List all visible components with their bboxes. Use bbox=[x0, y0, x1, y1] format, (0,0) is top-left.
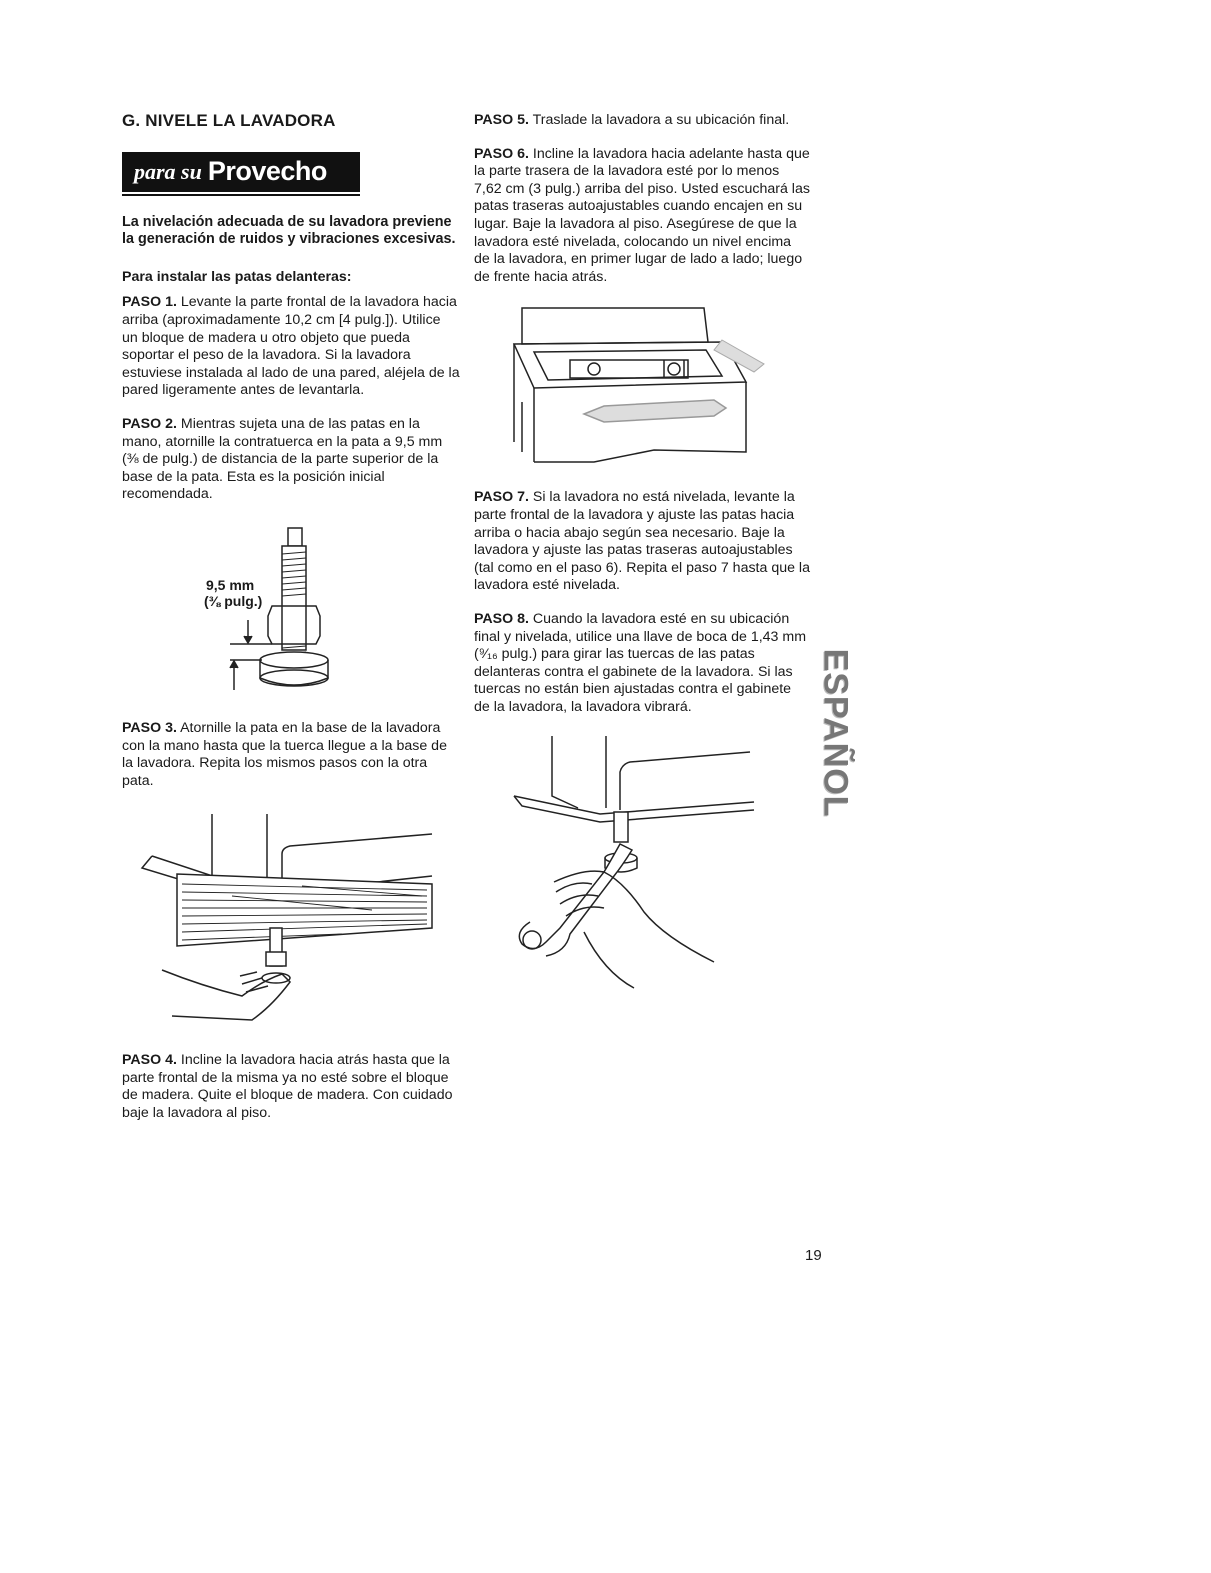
leg-dimension-mm: 9,5 mm bbox=[206, 576, 255, 593]
step-3: PASO 3. Atornille la pata en la base de la lavadora con la mano hasta que la tuerca llegue a la base de la lavadora. Repita los mismos pasos con la otra pata. bbox=[122, 719, 447, 789]
step-4: PASO 4. Incline la lavadora hacia atrás hasta que la parte frontal de la misma ya no esté sobre el bloque de madera. Quite el bloque de madera. Con cuidado baje la lavadora al piso. bbox=[122, 1052, 453, 1122]
step-1: PASO 1. Levante la parte frontal de la lavadora hacia arriba (aproximadamente 10,2 cm [4 pulg.]). Utilice un bloque de madera u otro objeto que pueda soportar el peso de la lavadora. Si la lavadora estuviese instalada al lado de una pared, aléjela de la pared ligeramente antes de levantarla. bbox=[122, 294, 460, 399]
left-column bbox=[122, 112, 460, 1139]
badge-text-provecho: Provecho bbox=[207, 155, 327, 186]
wrench-tightening-illustration bbox=[474, 732, 810, 992]
step-8: PASO 8. Cuando la lavadora esté en su ubicación final y nivelada, utilice una llave de boca de 1,43 mm (⁹⁄₁₆ pulg.) para girar las tuercas de las patas delanteras contra el gabinete de la lavadora. Si las tuercas no están bien ajustadas contra el gabinete de la lavadora, la lavadora vibrará. bbox=[474, 610, 807, 715]
step-2: PASO 2. Mientras sujeta una de las patas en la mano, atornille la contratuerca en la pata a 9,5 mm (⅜ de pulg.) de distancia de la parte superior de la base de la pata. Esta es la posición inicial recomendada. bbox=[122, 415, 443, 503]
language-side-tab bbox=[816, 633, 855, 833]
step-6: PASO 6. Incline la lavadora hacia adelante hasta que la parte trasera de la lavadora esté por lo menos 7,62 cm (3 pulg.) arriba del piso. Usted escuchará las patas traseras autoajustables cuando encajen en su lugar. Baje la lavadora al piso. Asegúrese de que la lavadora esté nivelada, colocando un nivel encima de la lavadora, en primer lugar de lado a lado; luego de frente hacia atrás. bbox=[474, 145, 810, 285]
intro-paragraph: La nivelación adecuada de su lavadora previene la generación de ruidos y vibraciones excesivas. bbox=[122, 213, 456, 248]
badge-text-para-su: para su bbox=[134, 158, 202, 184]
step-5: PASO 5. Traslade la lavadora a su ubicación final. bbox=[474, 112, 790, 128]
washer-level-illustration bbox=[474, 302, 810, 477]
language-tab-label: ESPAÑOL bbox=[816, 648, 855, 818]
front-legs-subheading: Para instalar las patas delanteras: bbox=[122, 268, 352, 285]
para-su-provecho-badge bbox=[122, 152, 362, 196]
page-number: 19 bbox=[805, 1247, 822, 1264]
right-column bbox=[474, 112, 810, 992]
step-7: PASO 7. Si la lavadora no está nivelada, levante la parte frontal de la lavadora y ajuste las patas hacia arriba o hacia abajo según sea necesario. Baje la lavadora y ajuste las patas traseras autoajustables (tal como en el paso 6). Repita el paso 7 hasta que la lavadora esté nivelada. bbox=[474, 489, 810, 594]
leg-dimension-inch: (⅜ pulg.) bbox=[204, 592, 263, 609]
leveling-leg-illustration bbox=[122, 520, 460, 710]
section-title: G. NIVELE LA LAVADORA bbox=[122, 111, 336, 130]
washer-on-wood-block-illustration bbox=[122, 806, 460, 1036]
